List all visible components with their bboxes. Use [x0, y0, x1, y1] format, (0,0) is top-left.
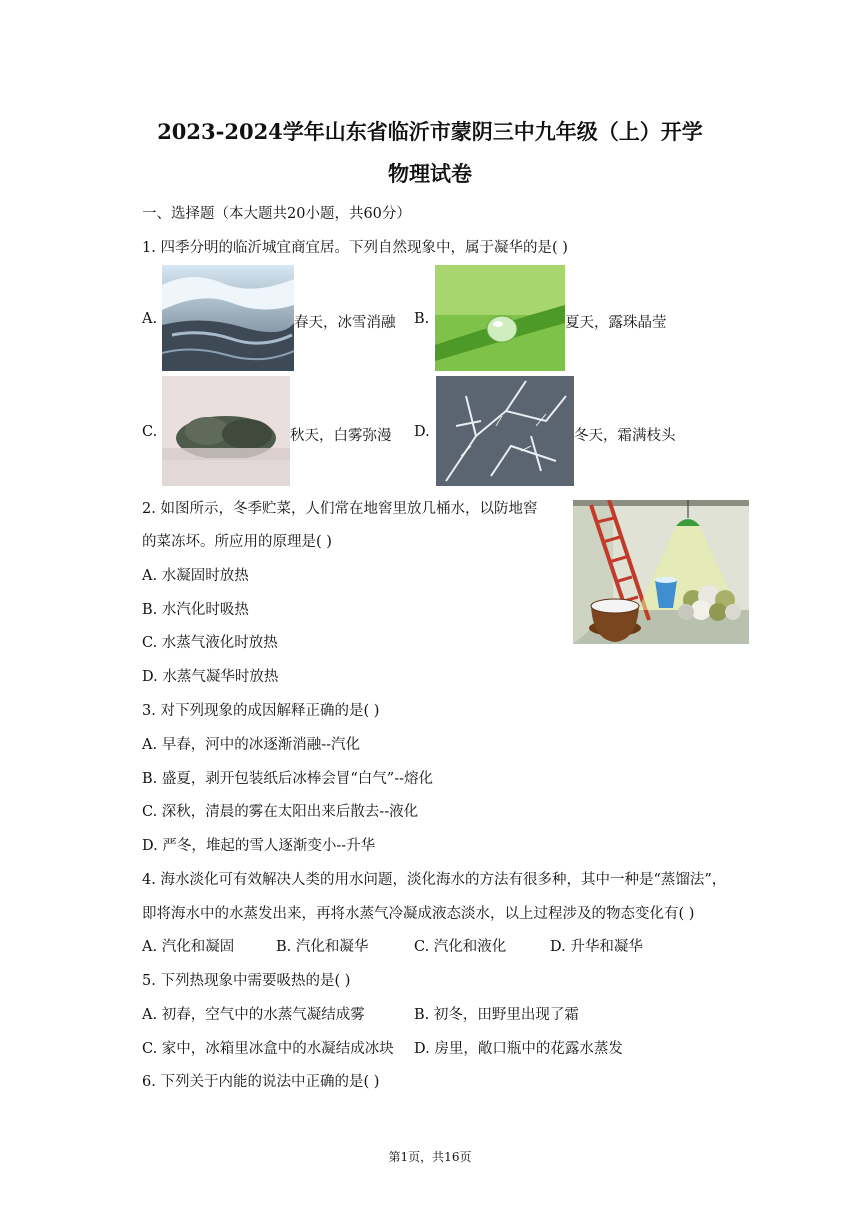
q1-option-a-letter: A. — [142, 311, 158, 327]
q4-stem-line1: 4. 海水淡化可有效解决人类的用水问题，淡化海水的方法有很多种，其中一种是“蒸馏法”， — [142, 872, 727, 888]
q2-stem-line1: 2. 如图所示，冬季贮菜，人们常在地窖里放几桶水，以防地窖 — [142, 501, 538, 517]
q5-option-c: C. 家中，冰箱里冰盒中的水凝结成冰块 — [142, 1041, 394, 1057]
q2-option-a: A. 水凝固时放热 — [142, 568, 249, 584]
q5-option-a: A. 初春，空气中的水蒸气凝结成雾 — [142, 1007, 365, 1023]
q1-stem: 1. 四季分明的临沂城宜商宜居。下列自然现象中，属于凝华的是( ) — [142, 240, 568, 256]
q1-option-a-image-ice — [162, 265, 294, 371]
q2-cellar-illustration — [573, 500, 749, 644]
q2-option-d: D. 水蒸气凝华时放热 — [142, 669, 279, 685]
q3-stem: 3. 对下列现象的成因解释正确的是( ) — [142, 703, 380, 719]
q4-option-b: B. 汽化和凝华 — [276, 939, 369, 955]
q1-option-d-text: 冬天，霜满枝头 — [574, 428, 676, 444]
page-footer: 第1页，共16页 — [388, 1150, 472, 1164]
q3-option-c: C. 深秋，清晨的雾在太阳出来后散去--液化 — [142, 804, 419, 820]
q1-option-d-letter: D. — [414, 424, 430, 440]
q3-option-a: A. 早春，河中的冰逐渐消融--汽化 — [142, 737, 360, 753]
q1-option-a-text: 春天，冰雪消融 — [294, 315, 396, 331]
q4-stem-line2: 即将海水中的水蒸发出来，再将水蒸气冷凝成液态淡水，以上过程涉及的物态变化有( ) — [142, 906, 695, 922]
q5-option-d: D. 房里，敞口瓶中的花露水蒸发 — [414, 1041, 623, 1057]
q1-option-c-image-fog — [162, 376, 290, 486]
q1-option-b-text: 夏天，露珠晶莹 — [565, 315, 667, 331]
q5-stem: 5. 下列热现象中需要吸热的是( ) — [142, 973, 351, 989]
q2-stem-line2: 的菜冻坏。所应用的原理是( ) — [142, 534, 332, 550]
section-heading: 一、选择题（本大题共20小题，共60分） — [142, 206, 411, 222]
q5-option-b: B. 初冬，田野里出现了霜 — [414, 1007, 579, 1023]
q4-option-a: A. 汽化和凝固 — [142, 939, 235, 955]
q1-option-b-letter: B. — [414, 311, 430, 327]
q4-option-c: C. 汽化和液化 — [414, 939, 507, 955]
q3-option-d: D. 严冬，堆起的雪人逐渐变小--升华 — [142, 838, 376, 854]
doc-title-line1: 2023-2024学年山东省临沂市蒙阴三中九年级（上）开学 — [157, 119, 703, 144]
q1-option-c-text: 秋天，白雾弥漫 — [290, 428, 392, 444]
doc-title-line2: 物理试卷 — [388, 161, 472, 186]
q2-option-b: B. 水汽化时吸热 — [142, 602, 249, 618]
q6-stem: 6. 下列关于内能的说法中正确的是( ) — [142, 1074, 380, 1090]
q1-option-b-image-dew — [435, 265, 565, 371]
q2-option-c: C. 水蒸气液化时放热 — [142, 635, 278, 651]
q3-option-b: B. 盛夏，剥开包装纸后冰棒会冒“白气”--熔化 — [142, 771, 433, 787]
q4-option-d: D. 升华和凝华 — [550, 939, 643, 955]
q1-option-d-image-frost — [436, 376, 574, 486]
q1-option-c-letter: C. — [142, 424, 158, 440]
